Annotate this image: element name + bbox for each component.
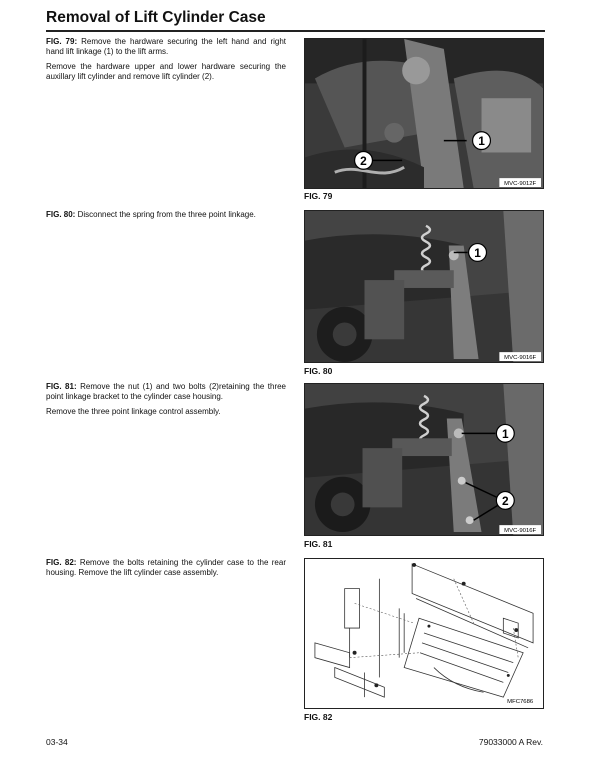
step-fig-81-text bbox=[46, 382, 286, 422]
callout-2-label: 2 bbox=[360, 153, 367, 168]
step-paragraph bbox=[46, 37, 286, 57]
step-instruction: Remove the nut (1) and two bolts (2)retaining the three point linkage bracket to the cylinder case housing. bbox=[46, 382, 286, 401]
callout-2-label: 2 bbox=[502, 493, 509, 508]
lift-linkage-photo bbox=[305, 39, 543, 188]
fig-reference: FIG. 82: bbox=[46, 558, 77, 567]
figure-80-photo bbox=[304, 210, 544, 363]
image-code: MVC-9016F bbox=[504, 528, 537, 535]
linkage-bracket-photo bbox=[305, 384, 543, 535]
figure-81-photo bbox=[304, 383, 544, 536]
step-instruction: Remove the bolts retaining the cylinder case to the rear housing. Remove the lift cylinder case assembly. bbox=[46, 558, 286, 577]
spring-linkage-photo bbox=[305, 211, 543, 362]
step-paragraph bbox=[46, 558, 286, 578]
callout-1-label: 1 bbox=[502, 426, 509, 441]
step-instruction: Remove the hardware securing the left hand and right hand lift linkage (1) to the lift arms. bbox=[46, 37, 287, 56]
step-instruction: Disconnect the spring from the three point linkage. bbox=[77, 210, 256, 219]
image-code: MVC-9016F bbox=[504, 355, 537, 362]
step-paragraph bbox=[46, 382, 286, 402]
callout-1-label: 1 bbox=[478, 134, 485, 149]
figure-82-drawing bbox=[304, 558, 544, 709]
step-paragraph bbox=[46, 210, 286, 220]
page-number: 03-34 bbox=[46, 737, 68, 747]
image-code: MFC7686 bbox=[507, 699, 534, 706]
callout-1-label: 1 bbox=[474, 245, 481, 260]
fig-reference: FIG. 81: bbox=[46, 382, 77, 391]
step-fig-79-text bbox=[46, 37, 286, 87]
document-code: 79033000 A Rev. bbox=[478, 737, 543, 747]
fig-reference: FIG. 80: bbox=[46, 210, 76, 219]
figure-82-caption: FIG. 82 bbox=[304, 712, 333, 722]
step-fig-82-text bbox=[46, 558, 286, 583]
figure-80-caption: FIG. 80 bbox=[304, 366, 333, 376]
step-paragraph: Remove the hardware upper and lower hardware securing the auxillary lift cylinder and remove lift cylinder (2). bbox=[46, 62, 286, 81]
fig-reference: FIG. 79: bbox=[46, 37, 78, 46]
step-paragraph: Remove the three point linkage control assembly. bbox=[46, 407, 221, 416]
cylinder-case-line-drawing bbox=[305, 559, 543, 708]
page-title: Removal of Lift Cylinder Case bbox=[46, 9, 266, 26]
figure-81-caption: FIG. 81 bbox=[304, 539, 333, 549]
figure-79-caption: FIG. 79 bbox=[304, 191, 333, 201]
image-code: MVC-9012F bbox=[504, 181, 537, 188]
step-fig-80-text bbox=[46, 210, 286, 225]
figure-79-photo bbox=[304, 38, 544, 189]
title-rule bbox=[46, 30, 545, 32]
